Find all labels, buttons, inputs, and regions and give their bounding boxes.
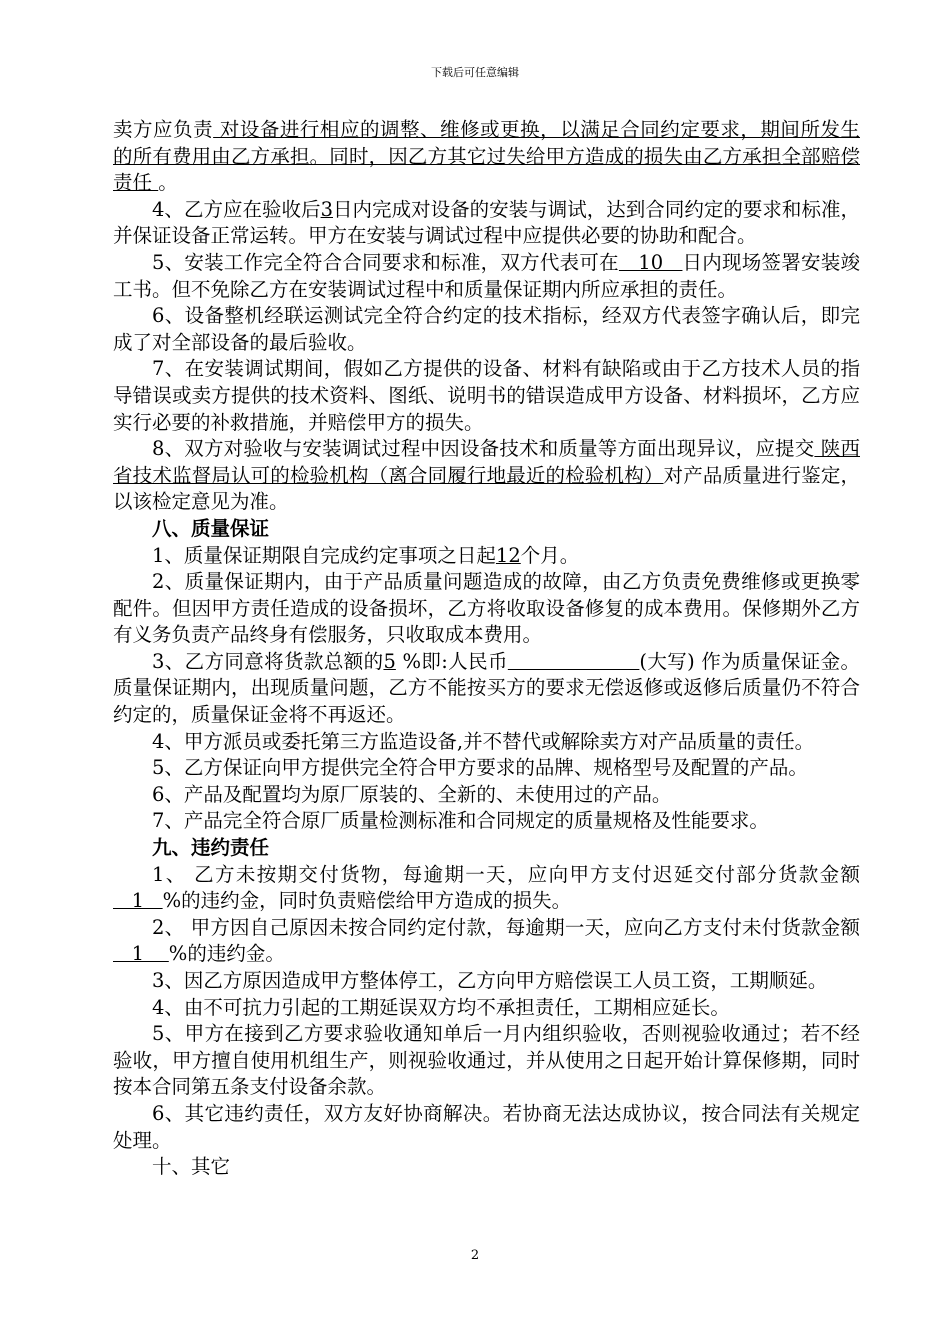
page-header: 下载后可任意编辑 <box>431 66 519 79</box>
paragraph-9-1 <box>113 862 860 915</box>
text-segment: 3、乙方同意将货款总额的 <box>152 649 384 673</box>
text-segment: 日内完成对设备的安装与调试，达到合同约定的要求和标准，并保证设备正常运转。甲方在安装与调试过程中应提供必要的协助和配合。 <box>113 197 860 248</box>
text-segment: 5、安装工作完全符合合同要求和标准，双方代表可在 <box>152 250 619 274</box>
text-segment: (大写) 作为质量保证金。质量保证期内，出现质量问题，乙方不能按买方的要求无偿返修或返修后质量仍不符合约定的，质量保证金将不再返还。 <box>113 649 860 727</box>
paragraph-9-2 <box>113 915 860 968</box>
section-10-heading: 十、其它 <box>152 1155 231 1179</box>
paragraph-7-3-continued <box>113 117 860 197</box>
text-segment: %的违约金，同时负责赔偿给甲方造成的损失。 <box>162 889 572 913</box>
filled-blank: 3 <box>320 197 333 221</box>
text-segment: 2、 甲方因自己原因未按合同约定付款，每逾期一天，应向乙方支付未付货款金额 <box>152 915 860 939</box>
filled-blank: 12 <box>495 543 521 567</box>
paragraph-7-8 <box>113 436 860 516</box>
empty-blank <box>508 650 640 673</box>
document-body <box>113 117 860 1181</box>
text-segment: 1、 乙方未按期交付货物，每逾期一天，应向甲方支付迟延交付部分货款金额 <box>152 862 860 886</box>
filled-blank: 5 <box>383 649 396 673</box>
text-segment: %的违约金。 <box>168 942 285 966</box>
text-segment: 8、双方对验收与安装调试过程中因设备技术和质量等方面出现异议，应提交 <box>152 437 815 461</box>
paragraph-8-2: 2、质量保证期内，由于产品质量问题造成的故障，由乙方负责免费维修或更换零配件。但因甲方责任造成的设备损坏，乙方将收取设备修复的成本费用。保修期外乙方有义务负责产品终身有偿服务，只收取成本费用。 <box>113 570 860 647</box>
text-segment: 。 <box>158 171 178 195</box>
filled-blank: 陕西省技术监督局认可的检验机构（离合同履行地最近的检验机构） <box>113 437 860 487</box>
text-segment: 对产品质量进行鉴定，以该检定意见为准。 <box>113 463 860 514</box>
text-segment: %即:人民币 <box>395 649 508 673</box>
paragraph-7-4 <box>113 197 860 250</box>
paragraph-9-6: 6、其它违约责任，双方友好协商解决。若协商无法达成协议，按合同法有关规定处理。 <box>113 1101 860 1152</box>
filled-blank: 对设备进行相应的调整、维修或更换，以满足合同约定要求，期间所发生的所有费用由乙方承担。同时，因乙方其它过失给甲方造成的损失由乙方承担全部赔偿责任 <box>113 118 860 195</box>
paragraph-7-7: 7、在安装调试期间，假如乙方提供的设备、材料有缺陷或由于乙方技术人员的指导错误或卖方提供的技术资料、图纸、说明书的错误造成甲方设备、材料损坏，乙方应实行必要的补救措施，并赔偿甲方的损失。 <box>113 357 860 434</box>
paragraph-9-4: 4、由不可抗力引起的工期延误双方均不承担责任，工期相应延长。 <box>152 995 730 1019</box>
paragraph-8-7: 7、产品完全符合原厂质量检测标准和合同规定的质量规格及性能要求。 <box>152 809 769 833</box>
text-segment: 日内现场签署安装竣工书。但不免除乙方在安装调试过程中和质量保证期内所应承担的责任。 <box>113 250 860 301</box>
paragraph-8-3 <box>113 649 860 729</box>
paragraph-9-3: 3、因乙方原因造成甲方整体停工，乙方向甲方赔偿误工人员工资，工期顺延。 <box>152 969 828 992</box>
filled-blank: 1 <box>113 942 169 966</box>
text-segment: 4、乙方应在验收后 <box>152 197 321 221</box>
paragraph-7-5 <box>113 250 860 303</box>
text-segment: 1、质量保证期限自完成约定事项之日起 <box>152 543 496 567</box>
paragraph-8-5: 5、乙方保证向甲方提供完全符合甲方要求的品牌、规格型号及配置的产品。 <box>152 756 808 780</box>
paragraph-7-6: 6、设备整机经联运测试完全符合约定的技术指标，经双方代表签字确认后，即完成了对全部设备的最后验收。 <box>113 304 860 354</box>
filled-blank: 1 <box>113 889 163 913</box>
text-segment: 卖方应负责 <box>113 118 214 141</box>
filled-blank: 10 <box>618 250 683 274</box>
paragraph-8-6: 6、产品及配置均为原厂原装的、全新的、未使用过的产品。 <box>152 782 672 806</box>
section-9-heading: 九、违约责任 <box>152 836 270 860</box>
paragraph-9-5: 5、甲方在接到乙方要求验收通知单后一月内组织验收，否则视验收通过；若不经验收，甲方擅自使用机组生产，则视验收通过，并从使用之日起开始计算保修期，同时按本合同第五条支付设备余款。 <box>113 1022 860 1099</box>
paragraph-8-1 <box>113 543 860 570</box>
page-number: 2 <box>470 1248 480 1263</box>
section-8-heading: 八、质量保证 <box>152 516 270 540</box>
text-segment: 个月。 <box>520 543 580 567</box>
paragraph-8-4: 4、甲方派员或委托第三方监造设备,并不替代或解除卖方对产品质量的责任。 <box>152 729 815 753</box>
